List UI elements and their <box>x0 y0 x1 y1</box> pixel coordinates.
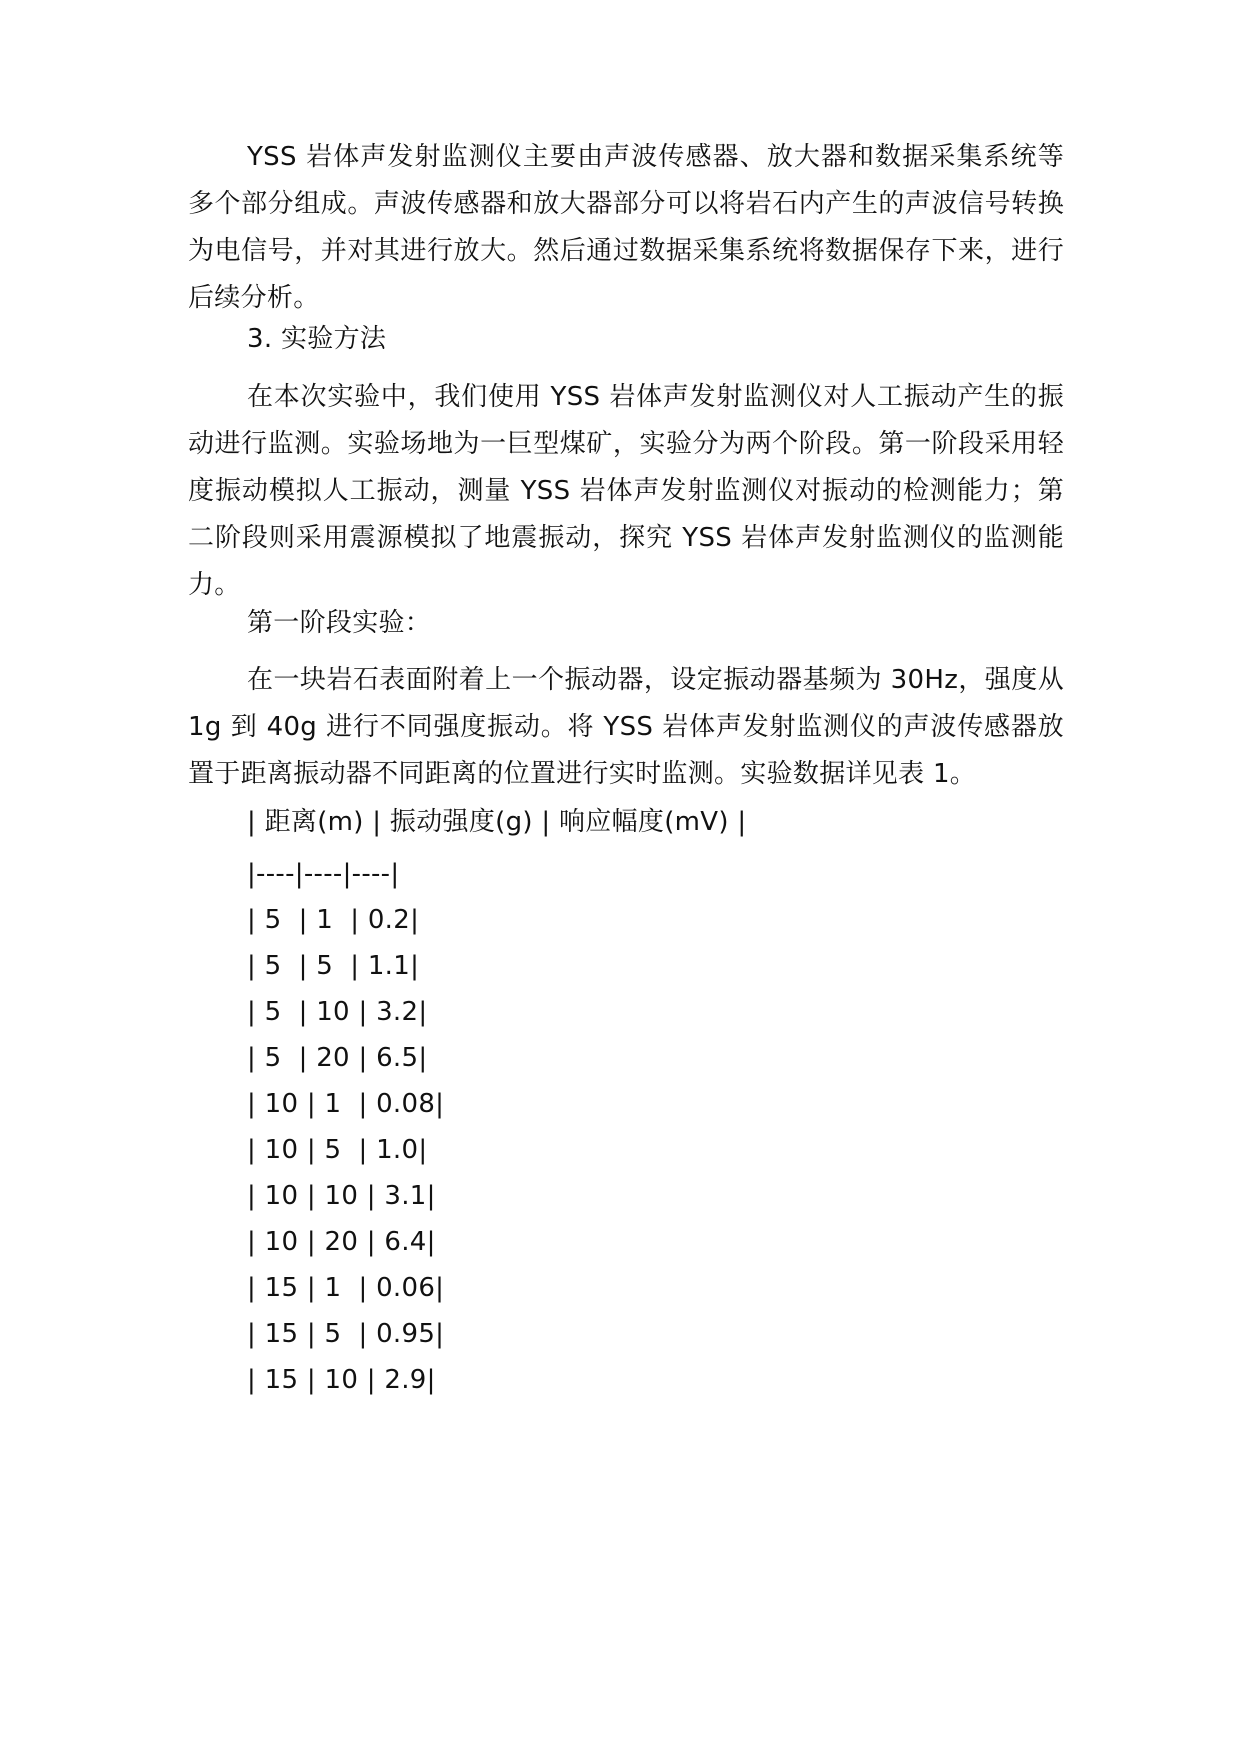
table-row: | 15 | 10 | 2.9| <box>247 1365 436 1395</box>
paragraph-device-description: YSS 岩体声发射监测仪主要由声波传感器、放大器和数据采集系统等多个部分组成。声波传感器和放大器部分可以将岩石内产生的声波信号转换为电信号，并对其进行放大。然后通过数据采集系统将数据保存下来，进行后续分析。 <box>188 142 1064 313</box>
paragraph-stage-one-description: 在一块岩石表面附着上一个振动器，设定振动器基频为 30Hz，强度从 1g 到 40g 进行不同强度振动。将 YSS 岩体声发射监测仪的声波传感器放置于距离振动器不同距离的位置进行实时监测。实验数据详见表 1。 <box>188 665 1064 789</box>
table-row: | 5 | 10 | 3.2| <box>247 997 428 1027</box>
table-row: | 5 | 1 | 0.2| <box>247 905 420 935</box>
table-header-line: | 距离(m) | 振动强度(g) | 响应幅度(mV) | <box>247 807 747 837</box>
table-row: | 10 | 20 | 6.4| <box>247 1227 436 1257</box>
table-row: | 10 | 1 | 0.08| <box>247 1089 445 1119</box>
paragraph-stage-one-title: 第一阶段实验： <box>247 608 432 638</box>
table-row: | 5 | 5 | 1.1| <box>247 951 420 981</box>
table-row: | 5 | 20 | 6.5| <box>247 1043 428 1073</box>
table-row: | 15 | 1 | 0.06| <box>247 1273 445 1303</box>
table-row: | 10 | 5 | 1.0| <box>247 1135 428 1165</box>
table-separator-line: |----|----|----| <box>247 859 400 889</box>
section-heading-method: 3. 实验方法 <box>247 324 387 354</box>
table-row: | 10 | 10 | 3.1| <box>247 1181 436 1211</box>
paragraph-experiment-overview: 在本次实验中，我们使用 YSS 岩体声发射监测仪对人工振动产生的振动进行监测。实验场地为一巨型煤矿，实验分为两个阶段。第一阶段采用轻度振动模拟人工振动，测量 YSS 岩体声发射监测仪对振动的检测能力；第二阶段则采用震源模拟了地震振动，探究 YSS 岩体声发射监测仪的监测能力。 <box>188 382 1064 600</box>
table-row: | 15 | 5 | 0.95| <box>247 1319 445 1349</box>
